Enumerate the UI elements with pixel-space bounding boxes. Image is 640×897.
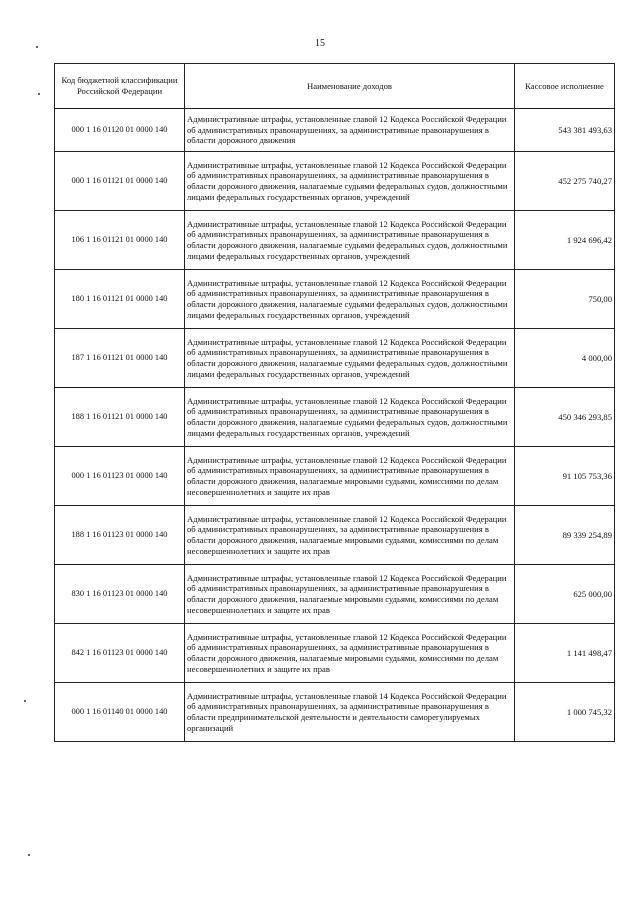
row-name: Административные штрафы, установленные главой 12 Кодекса Российской Федерации об административных правонарушениях, за административные правонарушения в области дорожного движения, налагаемые судьями федеральных судов, должностными лицами федеральных государственных органов, учреждений bbox=[185, 388, 515, 447]
row-name: Административные штрафы, установленные главой 12 Кодекса Российской Федерации об административных правонарушениях, за административные правонарушения в области дорожного движения, налагаемые мировыми судьями, комиссиями по делам несовершеннолетних и защите их прав bbox=[185, 624, 515, 683]
scan-speck bbox=[38, 93, 40, 95]
row-amount: 1 000 745,32 bbox=[515, 683, 615, 742]
row-name: Административные штрафы, установленные главой 14 Кодекса Российской Федерации об административных правонарушениях, за административные правонарушения в области предпринимательской деятельности и деятельности саморегулируемых организаций bbox=[185, 683, 515, 742]
row-code: 000 1 16 01123 01 0000 140 bbox=[55, 447, 185, 506]
header-amount: Кассовое исполнение bbox=[515, 64, 615, 109]
row-amount: 452 275 740,27 bbox=[515, 152, 615, 211]
table-row bbox=[55, 109, 615, 152]
table-row bbox=[55, 329, 615, 388]
row-amount: 450 346 293,85 bbox=[515, 388, 615, 447]
row-code: 106 1 16 01121 01 0000 140 bbox=[55, 211, 185, 270]
row-amount: 1 924 696,42 bbox=[515, 211, 615, 270]
row-code: 187 1 16 01121 01 0000 140 bbox=[55, 329, 185, 388]
row-code: 180 1 16 01121 01 0000 140 bbox=[55, 270, 185, 329]
row-code: 000 1 16 01121 01 0000 140 bbox=[55, 152, 185, 211]
row-code: 830 1 16 01123 01 0000 140 bbox=[55, 565, 185, 624]
row-amount: 4 000,00 bbox=[515, 329, 615, 388]
revenue-table bbox=[54, 63, 615, 742]
row-code: 188 1 16 01121 01 0000 140 bbox=[55, 388, 185, 447]
table-row bbox=[55, 447, 615, 506]
table-row bbox=[55, 506, 615, 565]
row-amount: 750,00 bbox=[515, 270, 615, 329]
row-code: 000 1 16 01120 01 0000 140 bbox=[55, 109, 185, 152]
row-name: Административные штрафы, установленные главой 12 Кодекса Российской Федерации об административных правонарушениях, за административные правонарушения в области дорожного движения, налагаемые судьями федеральных судов, должностными лицами федеральных государственных органов, учреждений bbox=[185, 211, 515, 270]
table-row bbox=[55, 211, 615, 270]
row-amount: 543 381 493,63 bbox=[515, 109, 615, 152]
row-code: 000 1 16 01140 01 0000 140 bbox=[55, 683, 185, 742]
table-row bbox=[55, 565, 615, 624]
row-name: Административные штрафы, установленные главой 12 Кодекса Российской Федерации об административных правонарушениях, за административные правонарушения в области дорожного движения, налагаемые мировыми судьями, комиссиями по делам несовершеннолетних и защите их прав bbox=[185, 565, 515, 624]
row-name: Административные штрафы, установленные главой 12 Кодекса Российской Федерации об административных правонарушениях, за административные правонарушения в области дорожного движения bbox=[185, 109, 515, 152]
table-row bbox=[55, 388, 615, 447]
table-row bbox=[55, 683, 615, 742]
header-code: Код бюджетной классификации Российской Федерации bbox=[55, 64, 185, 109]
table-row bbox=[55, 270, 615, 329]
header-name: Наименование доходов bbox=[185, 64, 515, 109]
table-row bbox=[55, 624, 615, 683]
row-amount: 89 339 254,89 bbox=[515, 506, 615, 565]
row-amount: 625 000,00 bbox=[515, 565, 615, 624]
row-name: Административные штрафы, установленные главой 12 Кодекса Российской Федерации об административных правонарушениях, за административные правонарушения в области дорожного движения, налагаемые судьями федеральных судов, должностными лицами федеральных государственных органов, учреждений bbox=[185, 329, 515, 388]
row-amount: 91 105 753,36 bbox=[515, 447, 615, 506]
page-number: 15 bbox=[315, 38, 325, 49]
table-row bbox=[55, 152, 615, 211]
row-code: 842 1 16 01123 01 0000 140 bbox=[55, 624, 185, 683]
row-name: Административные штрафы, установленные главой 12 Кодекса Российской Федерации об административных правонарушениях, за административные правонарушения в области дорожного движения, налагаемые судьями федеральных судов, должностными лицами федеральных государственных органов, учреждений bbox=[185, 152, 515, 211]
table-header-row bbox=[55, 64, 615, 109]
row-name: Административные штрафы, установленные главой 12 Кодекса Российской Федерации об административных правонарушениях, за административные правонарушения в области дорожного движения, налагаемые судьями федеральных судов, должностными лицами федеральных государственных органов, учреждений bbox=[185, 270, 515, 329]
scan-speck bbox=[28, 854, 30, 856]
row-code: 188 1 16 01123 01 0000 140 bbox=[55, 506, 185, 565]
row-name: Административные штрафы, установленные главой 12 Кодекса Российской Федерации об административных правонарушениях, за административные правонарушения в области дорожного движения, налагаемые мировыми судьями, комиссиями по делам несовершеннолетних и защите их прав bbox=[185, 447, 515, 506]
scan-speck bbox=[24, 700, 26, 702]
scan-speck bbox=[36, 46, 38, 48]
row-name: Административные штрафы, установленные главой 12 Кодекса Российской Федерации об административных правонарушениях, за административные правонарушения в области дорожного движения, налагаемые мировыми судьями, комиссиями по делам несовершеннолетних и защите их прав bbox=[185, 506, 515, 565]
row-amount: 1 141 498,47 bbox=[515, 624, 615, 683]
